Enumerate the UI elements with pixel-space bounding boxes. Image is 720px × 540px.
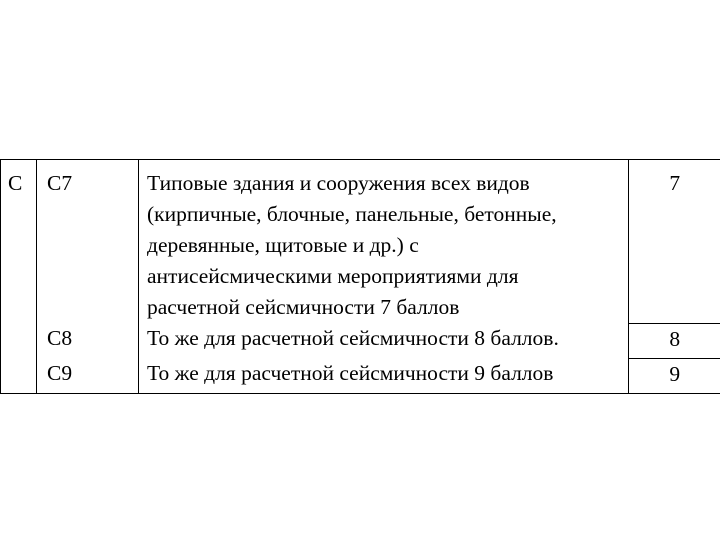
description-line: деревянные, щитовые и др.) с — [147, 233, 419, 257]
table-row — [1, 160, 720, 324]
class-code: C9 — [47, 361, 73, 385]
group-code: C — [8, 171, 23, 195]
description-line: Типовые здания и сооружения всех видов — [147, 171, 530, 195]
class-code-cell — [37, 160, 139, 324]
seismic-score: 7 — [669, 171, 681, 195]
description-line: расчетной сейсмичности 7 баллов — [147, 295, 460, 319]
class-code-cell — [37, 358, 139, 393]
building-class-table-container — [0, 159, 720, 394]
table-row — [1, 323, 720, 358]
description-cell — [139, 323, 629, 358]
description-cell — [139, 358, 629, 393]
class-code-cell — [37, 323, 139, 358]
description: То же для расчетной сейсмичности 8 баллов. — [147, 326, 559, 350]
table-row — [1, 358, 720, 393]
class-code: C7 — [47, 171, 73, 195]
score-cell — [629, 160, 720, 324]
class-code: C8 — [47, 326, 73, 350]
score-cell — [629, 323, 720, 358]
group-code-cell — [1, 160, 37, 394]
score-cell — [629, 358, 720, 393]
seismic-score: 9 — [669, 361, 681, 386]
building-class-table — [0, 159, 720, 394]
seismic-score: 8 — [669, 326, 681, 351]
description-cell — [139, 160, 629, 324]
description-line: антисейсмическими мероприятиями для — [147, 264, 519, 288]
description: То же для расчетной сейсмичности 9 баллов — [147, 361, 554, 385]
description-line: (кирпичные, блочные, панельные, бетонные, — [147, 202, 557, 226]
